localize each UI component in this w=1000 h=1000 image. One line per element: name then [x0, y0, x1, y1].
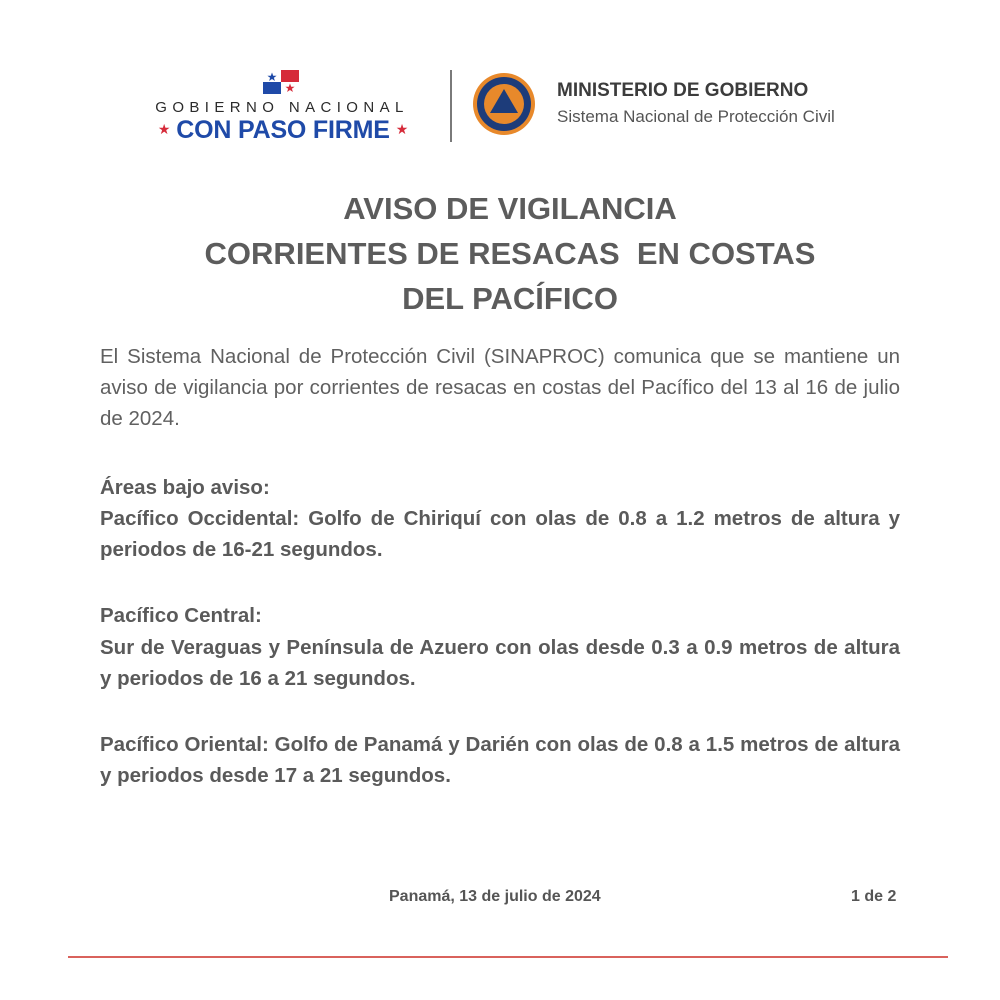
area-oriental: Pacífico Oriental: Golfo de Panamá y Darién con olas de 0.8 a 1.5 metros de altura y periodos desde 17 a 21 segundos.	[100, 733, 900, 787]
footer-date: Panamá, 13 de julio de 2024	[389, 888, 601, 905]
area-central: Sur de Veraguas y Península de Azuero con olas desde 0.3 a 0.9 metros de altura y periodos de 16 a 21 segundos.	[100, 636, 900, 690]
header-divider	[450, 70, 452, 142]
title-line1: AVISO DE VIGILANCIA	[343, 191, 677, 226]
area-occidental: Pacífico Occidental: Golfo de Chiriquí con olas de 0.8 a 1.2 metros de altura y periodos de 16-21 segundos.	[100, 507, 900, 561]
title-line3: DEL PACÍFICO	[402, 281, 618, 316]
ministry-name: MINISTERIO DE GOBIERNO	[557, 80, 809, 101]
gov-line1: GOBIERNO NACIONAL	[155, 99, 409, 116]
star-icon: ★	[157, 121, 171, 137]
area-central-heading: Pacífico Central:	[100, 604, 262, 627]
ministry-subtitle: Sistema Nacional de Protección Civil	[557, 107, 835, 126]
sinaproc-seal-icon	[472, 72, 536, 136]
page-number: 1 de 2	[851, 888, 897, 905]
page-title	[100, 186, 920, 321]
star-icon: ★	[395, 121, 409, 137]
areas-heading: Áreas bajo aviso:	[100, 476, 270, 499]
gov-slogan	[128, 116, 438, 145]
document-header	[0, 0, 1000, 160]
footer-rule	[68, 956, 948, 958]
intro-paragraph: El Sistema Nacional de Protección Civil (SINAPROC) comunica que se mantiene un aviso de vigilancia por corrientes de resacas en costas del Pacífico del 13 al 16 de julio de 2024.	[100, 345, 900, 430]
gov-line2: CON PASO FIRME	[176, 116, 390, 144]
panama-flag-icon	[263, 70, 299, 94]
title-line2: CORRIENTES DE RESACAS EN COSTAS	[204, 236, 816, 271]
